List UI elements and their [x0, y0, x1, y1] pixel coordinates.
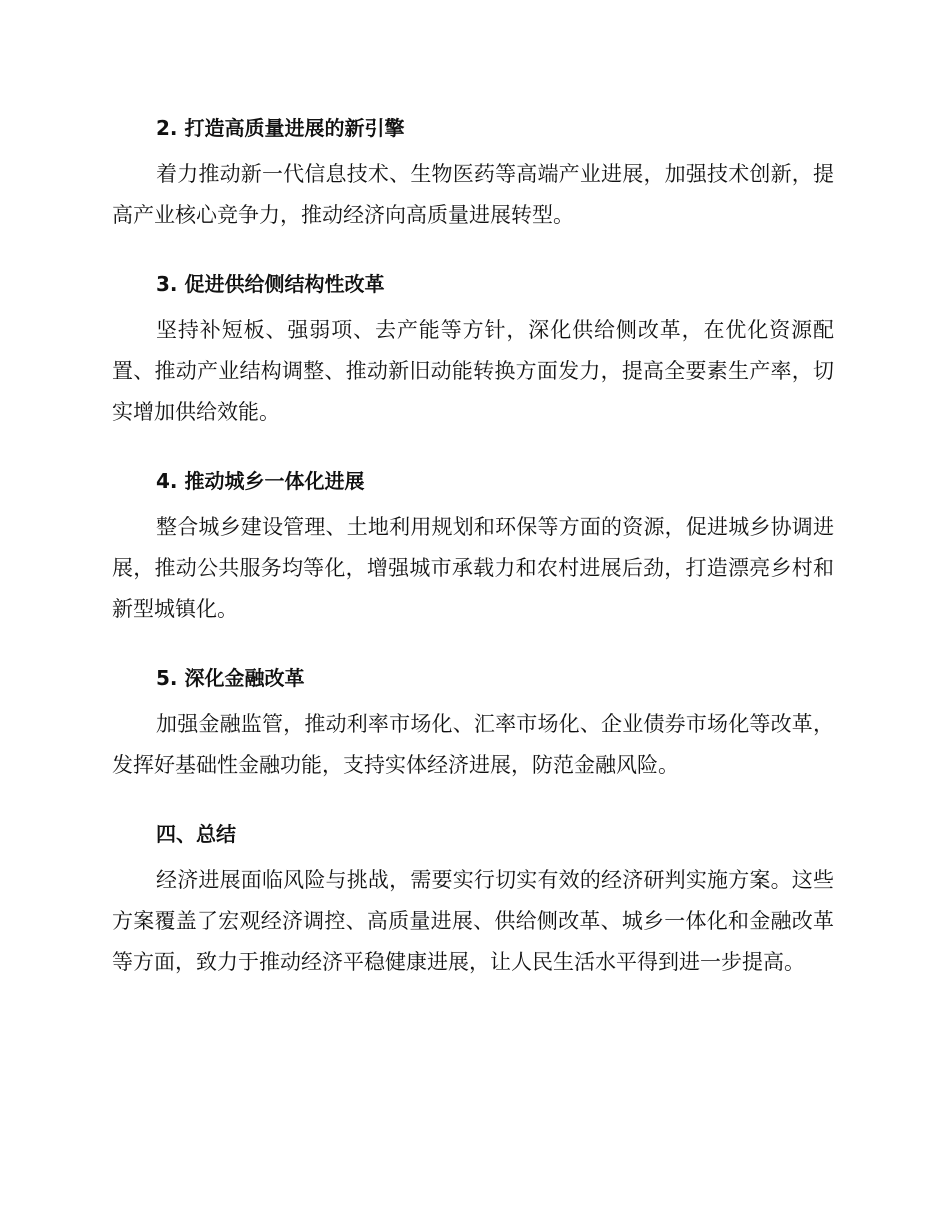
summary-heading: 四、总结 — [156, 822, 236, 846]
section-paragraph-4: 整合城乡建设管理、土地利用规划和环保等方面的资源，促进城乡协调进展，推动公共服务均等化，增强城市承载力和农村进展后劲，打造漂亮乡村和新型城镇化。 — [112, 515, 834, 621]
section-paragraph-3: 坚持补短板、强弱项、去产能等方针，深化供给侧改革，在优化资源配置、推动产业结构调整、推动新旧动能转换方面发力，提高全要素生产率，切实增加供给效能。 — [112, 318, 834, 424]
document-body — [112, 108, 834, 983]
section-heading-2: 2. 打造高质量进展的新引擎 — [156, 116, 405, 140]
section-heading-4: 4. 推动城乡一体化进展 — [156, 469, 365, 493]
section-paragraph-5: 加强金融监管，推动利率市场化、汇率市场化、企业债券市场化等改革，发挥好基础性金融功能，支持实体经济进展，防范金融风险。 — [112, 712, 834, 777]
section-heading-3: 3. 促进供给侧结构性改革 — [156, 272, 385, 296]
section-paragraph-2: 着力推动新一代信息技术、生物医药等高端产业进展，加强技术创新，提高产业核心竞争力，推动经济向高质量进展转型。 — [112, 162, 834, 227]
summary-paragraph: 经济进展面临风险与挑战，需要实行切实有效的经济研判实施方案。这些方案覆盖了宏观经济调控、高质量进展、供给侧改革、城乡一体化和金融改革等方面，致力于推动经济平稳健康进展，让人民生活水平得到进一步提高。 — [112, 868, 834, 974]
section-heading-5: 5. 深化金融改革 — [156, 666, 305, 690]
